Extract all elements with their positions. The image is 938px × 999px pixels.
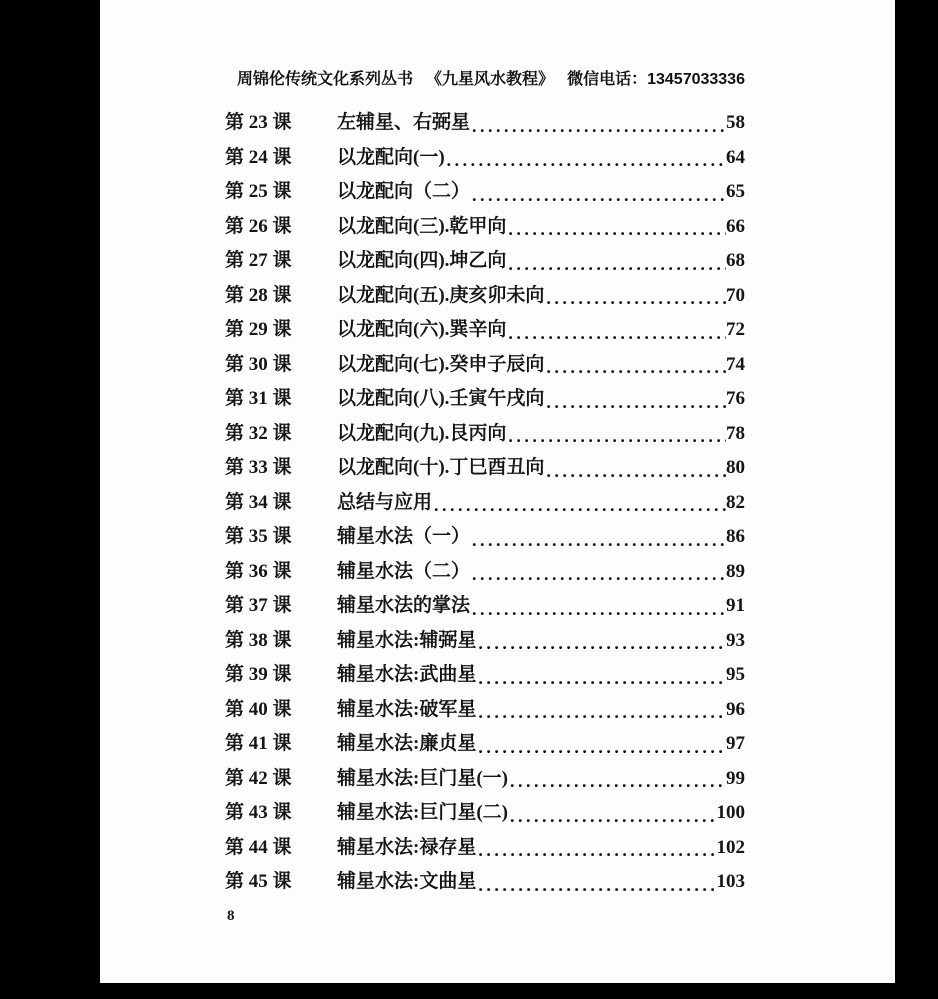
toc-entry: [225, 694, 745, 729]
toc-lesson-label: 第 27 课: [225, 250, 292, 271]
toc-dot-leader: [544, 280, 726, 315]
toc-lesson-label: 第 41 课: [225, 733, 292, 754]
toc-list: [225, 107, 745, 901]
toc-title: 辅星水法的掌法: [337, 595, 471, 616]
toc-dot-leader: [506, 418, 726, 453]
toc-entry: [225, 452, 745, 487]
toc-dot-leader: [508, 763, 726, 798]
toc-page-number: 66: [726, 215, 745, 237]
toc-entry: [225, 763, 745, 798]
toc-page-number: 103: [716, 871, 745, 892]
toc-title: 辅星水法:禄存星: [337, 836, 477, 858]
toc-page-number: 97: [726, 733, 745, 754]
toc-title: 以龙配向(七).癸申子辰向: [337, 353, 545, 375]
toc-title: 辅星水法:破军星: [337, 698, 477, 720]
toc-entry: [225, 590, 745, 625]
book-page: [100, 0, 895, 983]
toc-dot-leader: [508, 797, 717, 832]
toc-entry: [225, 211, 745, 246]
toc-page-number: 72: [726, 319, 745, 340]
toc-lesson-label: 第 44 课: [225, 836, 292, 858]
toc-title: 辅星水法:文曲星: [337, 871, 477, 892]
toc-dot-leader: [432, 487, 726, 522]
toc-entry: [225, 245, 745, 280]
toc-page-number: 100: [716, 802, 745, 823]
toc-dot-leader: [470, 176, 726, 211]
toc-title: 以龙配向(八).壬寅午戌向: [337, 388, 545, 409]
toc-page-number: 58: [726, 112, 745, 133]
toc-page-number: 86: [726, 526, 745, 547]
toc-dot-leader: [476, 866, 716, 901]
toc-dot-leader: [544, 349, 726, 384]
toc-title: 左辅星、右弼星: [337, 112, 471, 133]
toc-entry: [225, 349, 745, 384]
toc-title: 总结与应用: [337, 491, 433, 513]
toc-lesson-label: 第 34 课: [225, 491, 292, 513]
toc-entry: [225, 625, 745, 660]
toc-title: 辅星水法:巨门星(二): [337, 802, 508, 823]
toc-page-number: 95: [726, 664, 745, 685]
toc-page-number: 65: [726, 181, 745, 202]
toc-entry: [225, 418, 745, 453]
book-title: 《九星风水教程》: [426, 71, 555, 88]
toc-title: 以龙配向(五).庚亥卯未向: [337, 284, 545, 306]
page-header: [225, 66, 745, 89]
toc-title: 辅星水法（二）: [337, 560, 471, 582]
toc-dot-leader: [470, 556, 726, 591]
toc-entry: [225, 832, 745, 867]
toc-dot-leader: [476, 659, 726, 694]
toc-title: 辅星水法:武曲星: [337, 664, 477, 685]
toc-entry: [225, 797, 745, 832]
toc-dot-leader: [544, 452, 726, 487]
toc-title: 以龙配向(六).巽辛向: [337, 319, 507, 340]
toc-lesson-label: 第 24 课: [225, 146, 292, 168]
toc-entry: [225, 314, 745, 349]
toc-entry: [225, 728, 745, 763]
contact-phone: 微信电话：13457033336: [567, 71, 745, 88]
toc-lesson-label: 第 36 课: [225, 560, 292, 582]
toc-title: 以龙配向(四).坤乙向: [337, 250, 507, 271]
toc-dot-leader: [506, 245, 726, 280]
toc-entry: [225, 487, 745, 522]
toc-lesson-label: 第 32 课: [225, 422, 292, 444]
toc-page-number: 80: [726, 457, 745, 478]
toc-lesson-label: 第 39 课: [225, 664, 292, 685]
toc-dot-leader: [544, 383, 726, 418]
toc-entry: [225, 176, 745, 211]
toc-dot-leader: [506, 211, 726, 246]
toc-page-number: 102: [716, 836, 745, 858]
toc-lesson-label: 第 29 课: [225, 319, 292, 340]
toc-title: 以龙配向(十).丁巳酉丑向: [337, 457, 545, 478]
toc-dot-leader: [470, 521, 726, 556]
toc-page-number: 74: [726, 353, 745, 375]
toc-lesson-label: 第 35 课: [225, 526, 292, 547]
toc-lesson-label: 第 45 课: [225, 871, 292, 892]
toc-entry: [225, 866, 745, 901]
toc-title: 辅星水法:廉贞星: [337, 733, 477, 754]
toc-lesson-label: 第 26 课: [225, 215, 292, 237]
toc-dot-leader: [445, 142, 726, 177]
toc-title: 辅星水法（一）: [337, 526, 471, 547]
toc-title: 以龙配向(九).艮丙向: [337, 422, 507, 444]
toc-page-number: 76: [726, 388, 745, 409]
toc-dot-leader: [470, 590, 726, 625]
toc-lesson-label: 第 30 课: [225, 353, 292, 375]
toc-dot-leader: [476, 728, 726, 763]
page-number: 8: [227, 908, 235, 924]
toc-lesson-label: 第 37 课: [225, 595, 292, 616]
toc-lesson-label: 第 42 课: [225, 767, 292, 789]
toc-lesson-label: 第 28 课: [225, 284, 292, 306]
toc-lesson-label: 第 33 课: [225, 457, 292, 478]
toc-title: 以龙配向（二）: [337, 181, 471, 202]
toc-entry: [225, 142, 745, 177]
toc-title: 以龙配向(三).乾甲向: [337, 215, 507, 237]
toc-dot-leader: [476, 625, 726, 660]
toc-page-number: 93: [726, 629, 745, 651]
toc-entry: [225, 107, 745, 142]
toc-page-number: 96: [726, 698, 745, 720]
toc-page-number: 91: [726, 595, 745, 616]
toc-entry: [225, 556, 745, 591]
series-title: 周锦伦传统文化系列丛书: [237, 71, 414, 88]
toc-title: 辅星水法:辅弼星: [337, 629, 477, 651]
toc-lesson-label: 第 25 课: [225, 181, 292, 202]
toc-entry: [225, 521, 745, 556]
toc-page-number: 64: [726, 146, 745, 168]
toc-lesson-label: 第 43 课: [225, 802, 292, 823]
toc-dot-leader: [476, 832, 716, 867]
toc-page-number: 70: [726, 284, 745, 306]
toc-lesson-label: 第 23 课: [225, 112, 292, 133]
toc-entry: [225, 659, 745, 694]
toc-page-number: 89: [726, 560, 745, 582]
toc-lesson-label: 第 38 课: [225, 629, 292, 651]
toc-page-number: 68: [726, 250, 745, 271]
toc-page-number: 82: [726, 491, 745, 513]
toc-dot-leader: [506, 314, 726, 349]
toc-dot-leader: [476, 694, 726, 729]
toc-dot-leader: [470, 107, 726, 142]
toc-page-number: 99: [726, 767, 745, 789]
toc-title: 辅星水法:巨门星(一): [337, 767, 508, 789]
toc-entry: [225, 280, 745, 315]
toc-lesson-label: 第 40 课: [225, 698, 292, 720]
toc-title: 以龙配向(一): [337, 146, 445, 168]
toc-entry: [225, 383, 745, 418]
toc-lesson-label: 第 31 课: [225, 388, 292, 409]
toc-page-number: 78: [726, 422, 745, 444]
